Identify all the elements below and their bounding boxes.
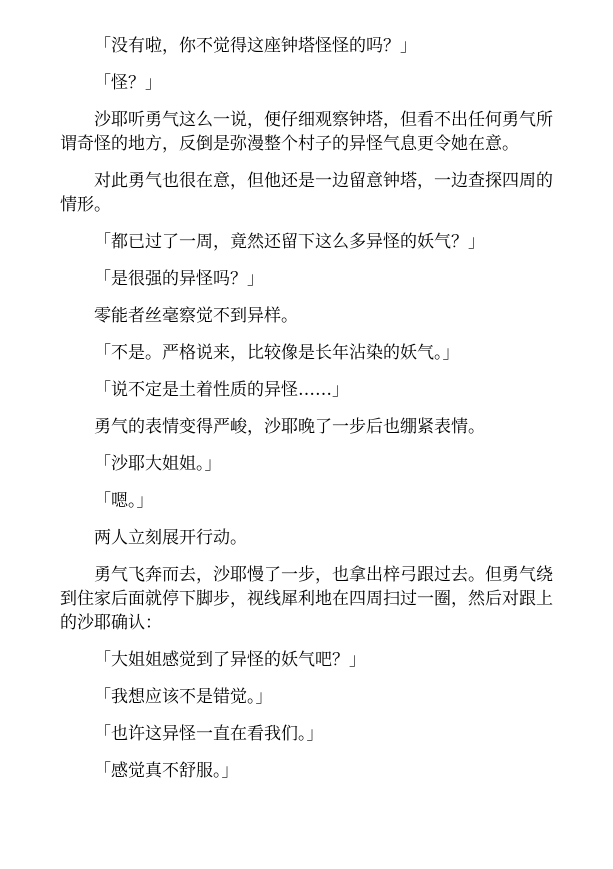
- paragraph-6: 「是很强的异怪吗？」: [94, 269, 264, 289]
- paragraph-12: 「嗯。」: [94, 491, 154, 511]
- paragraph-17: 「也许这异怪一直在看我们。」: [94, 724, 324, 744]
- body-text: [60, 34, 554, 783]
- paragraph-8: 「不是。严格说来，比较像是长年沾染的妖气。」: [94, 343, 460, 363]
- paragraph-14: 勇气飞奔而去，沙耶慢了一步，也拿出梓弓跟过去。但勇气绕到住家后面就停下脚步，视线犀利地在四周扫过一圈，然后对跟上的沙耶确认：: [60, 565, 553, 633]
- paragraph-16: 「我想应该不是错觉。」: [94, 687, 273, 707]
- paragraph-5: 「都已过了一周，竟然还留下这么多异怪的妖气？」: [94, 232, 485, 252]
- paragraph-4: 对此勇气也很在意，但他还是一边留意钟塔，一边查探四周的情形。: [60, 171, 553, 215]
- paragraph-1: 「没有啦，你不觉得这座钟塔怪怪的吗？」: [94, 36, 417, 56]
- paragraph-13: 两人立刻展开行动。: [94, 528, 247, 548]
- paragraph-10: 勇气的表情变得严峻，沙耶晚了一步后也绷紧表情。: [94, 417, 485, 437]
- paragraph-11: 「沙耶大姐姐。」: [94, 454, 222, 474]
- paragraph-7: 零能者丝毫察觉不到异样。: [94, 306, 298, 326]
- paragraph-3: 沙耶听勇气这么一说，便仔细观察钟塔，但看不出任何勇气所谓奇怪的地方，反倒是弥漫整个村子的异怪气息更令她在意。: [60, 110, 553, 154]
- paragraph-15: 「大姐姐感觉到了异怪的妖气吧？」: [94, 650, 366, 670]
- paragraph-18: 「感觉真不舒服。」: [94, 761, 239, 781]
- paragraph-9: 「说不定是土着性质的异怪……」: [94, 380, 349, 400]
- paragraph-2: 「怪？」: [94, 73, 162, 93]
